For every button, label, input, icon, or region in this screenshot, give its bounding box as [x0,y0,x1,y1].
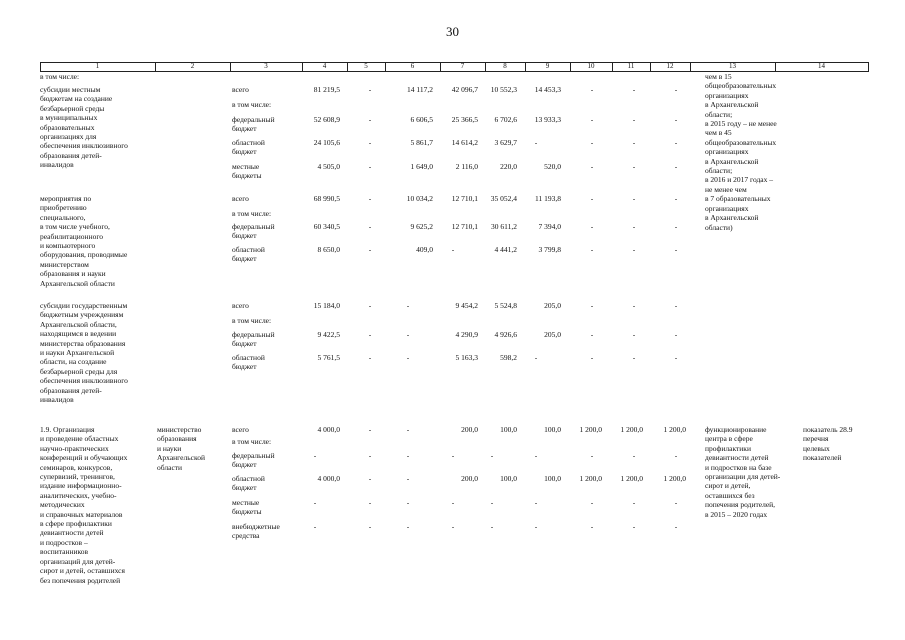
cell-c8: 10 552,3 [490,85,517,94]
header-divider [868,62,869,72]
cell-c11: - [632,522,636,531]
cell-c8: 5 524,8 [494,301,517,310]
cell-c7: 2 116,0 [455,162,478,171]
cell-c10: - [590,498,594,507]
funding-source: областной бюджет [232,474,265,493]
header-col-1: 1 [95,62,100,70]
cell-c12: - [674,222,678,231]
cell-c8: - [490,498,494,507]
block4-indicator: показатель 28.9 перечня целевых показателей [803,425,853,463]
block4-result: функционирование центра в сфере профилактики девиантности детей и подростков на базе организации для детей- сирот и детей, оставшихся без попечения родителей, в 2015 – 2020 годах [705,425,781,519]
header-col-13: 13 [729,62,736,70]
funding-source: в том числе: [232,100,272,109]
cell-c11: - [632,330,636,339]
funding-source: внебюджетные средства [232,522,280,541]
cell-c10: - [590,194,594,203]
funding-source: всего [232,301,249,310]
cell-c9: 14 453,3 [534,85,561,94]
cell-c12: - [674,522,678,531]
cell-c12: - [674,115,678,124]
cell-c7: - [451,498,455,507]
cell-c6: - [406,474,410,483]
cell-c11: - [632,138,636,147]
cell-c9: 7 394,0 [538,222,561,231]
cell-c8: 6 702,6 [494,115,517,124]
cell-c6: - [406,451,410,460]
cell-c4: 8 650,0 [317,245,340,254]
header-col-4: 4 [322,62,327,70]
cell-c7: 200,0 [461,425,478,434]
cell-c6: - [406,498,410,507]
block4-name: 1.9. Организация и проведение областных научно-практических конференций и обучающих семинаров, конкурсов, супервизий, тренингов, издание информационно- аналитических, учебно- методических и справочных материалов в сфере профилактики девиантности детей и подростков – воспитанников организаций для детей- сирот и детей, оставшихся без попечения родителей [40,425,128,585]
cell-c5: - [368,245,372,254]
cell-c9: 520,0 [544,162,561,171]
cell-c11: - [632,222,636,231]
cell-c7: 12 710,1 [451,222,478,231]
cell-c4: 4 000,0 [317,474,340,483]
cell-c8: 100,0 [500,425,517,434]
cell-c4: 15 184,0 [313,301,340,310]
header-col-9: 9 [545,62,550,70]
cell-c12: - [674,301,678,310]
cell-c9: 3 799,8 [538,245,561,254]
funding-source: федеральный бюджет [232,222,275,241]
header-col-8: 8 [503,62,507,70]
header-col-14: 14 [818,62,825,70]
cell-c5: - [368,474,372,483]
cell-c4: 81 219,5 [313,85,340,94]
cell-c11: - [632,115,636,124]
cell-c7: - [451,245,455,254]
cell-c5: - [368,138,372,147]
cell-c6: 14 117,2 [407,85,433,94]
cell-c9: - [534,451,538,460]
funding-source: в том числе: [232,209,272,218]
cell-c7: 200,0 [461,474,478,483]
funding-source: в том числе: [232,437,272,446]
cell-c12: - [674,85,678,94]
funding-source: областной бюджет [232,353,265,372]
cell-c10: - [590,330,594,339]
cell-c6: - [406,425,410,434]
cell-c5: - [368,194,372,203]
cell-c11: 1 200,0 [620,425,643,434]
cell-c5: - [368,498,372,507]
block3-name: субсидии государственным бюджетным учреждениям Архангельской области, находящимся в ведении министерства образования и науки Архангельской области, на создание безбарьерной среды для обеспечения инклюзивного образования детей- инвалидов [40,301,128,405]
cell-c12: - [674,330,678,339]
funding-source: областной бюджет [232,138,265,157]
cell-c6: - [406,330,410,339]
cell-c10: - [590,522,594,531]
cell-c9: 11 193,8 [535,194,561,203]
cell-c12: - [674,194,678,203]
cell-c9: 100,0 [544,474,561,483]
row-label: в том числе: [40,72,80,81]
cell-c7: - [451,451,455,460]
cell-c6: 6 606,5 [410,115,433,124]
cell-c11: - [632,451,636,460]
cell-c11: - [632,245,636,254]
cell-c4: - [313,451,317,460]
cell-c6: 9 625,2 [410,222,433,231]
cell-c9: - [534,522,538,531]
cell-c10: 1 200,0 [579,474,602,483]
cell-c7: 14 614,2 [451,138,478,147]
cell-c4: 4 000,0 [317,425,340,434]
cell-c10: - [590,301,594,310]
page-number: 30 [446,24,459,39]
header-col-11: 11 [627,62,635,70]
col13-result-text: чем в 15 общеобразовательных организациях в Архангельской области; в 2015 году – не менее чем в 45 общеобразовательных организациях в Архангельской области; в 2016 и 2017 годах – не менее чем в 7 образовательных организациях в Архангельской области) [705,72,777,232]
cell-c6: 10 034,2 [406,194,433,203]
funding-source: федеральный бюджет [232,330,275,349]
cell-c8: - [490,451,494,460]
cell-c10: - [590,162,594,171]
funding-source: областной бюджет [232,245,265,264]
cell-c6: 409,0 [416,245,433,254]
cell-c11: - [632,498,636,507]
cell-c10: - [590,451,594,460]
funding-source: местные бюджеты [232,498,262,517]
header-col-2: 2 [190,62,195,70]
cell-c12: 1 200,0 [663,474,686,483]
cell-c6: - [406,522,410,531]
header-col-12: 12 [666,62,674,70]
header-col-5: 5 [364,62,368,70]
cell-c4: 4 505,0 [317,162,340,171]
cell-c7: - [451,522,455,531]
cell-c11: 1 200,0 [620,474,643,483]
cell-c9: - [534,138,538,147]
cell-c8: 598,2 [500,353,517,362]
cell-c10: 1 200,0 [579,425,602,434]
cell-c9: 205,0 [544,330,561,339]
cell-c10: - [590,85,594,94]
cell-c5: - [368,330,372,339]
block1-name: субсидии местным бюджетам на создание безбарьерной среды в муниципальных образовательных организациях для обеспечения инклюзивного образования детей- инвалидов [40,85,128,170]
header-col-7: 7 [460,62,465,70]
funding-source: местные бюджеты [232,162,262,181]
cell-c9: 13 933,3 [534,115,561,124]
block2-name: мероприятия по приобретению специального, в том числе учебного, реабилитационного и компьютерного оборудования, проводимые министерством образования и науки Архангельской области [40,194,128,288]
funding-source: федеральный бюджет [232,115,275,134]
cell-c4: 60 340,5 [313,222,340,231]
cell-c8: 30 611,2 [491,222,517,231]
cell-c7: 9 454,2 [455,301,478,310]
funding-source: всего [232,194,249,203]
cell-c5: - [368,115,372,124]
cell-c12: 1 200,0 [663,425,686,434]
cell-c12: - [674,353,678,362]
cell-c10: - [590,245,594,254]
cell-c8: 3 629,7 [494,138,517,147]
cell-c8: 220,0 [500,162,517,171]
cell-c10: - [590,353,594,362]
cell-c4: 24 105,6 [313,138,340,147]
funding-source: всего [232,425,249,434]
cell-c9: - [534,353,538,362]
cell-c12: - [674,498,678,507]
cell-c9: 100,0 [544,425,561,434]
header-col-10: 10 [587,62,595,70]
cell-c5: - [368,162,372,171]
cell-c6: 5 861,7 [410,138,433,147]
cell-c5: - [368,425,372,434]
cell-c12: - [674,245,678,254]
cell-c6: - [406,301,410,310]
cell-c12: - [674,162,678,171]
cell-c12: - [674,451,678,460]
cell-c5: - [368,301,372,310]
funding-source: всего [232,85,249,94]
cell-c6: - [406,353,410,362]
block4-executor: министерство образования и науки Архангельской области [157,425,205,472]
cell-c11: - [632,162,636,171]
cell-c11: - [632,353,636,362]
cell-c4: 5 761,5 [317,353,340,362]
cell-c5: - [368,353,372,362]
cell-c11: - [632,85,636,94]
cell-c8: 100,0 [500,474,517,483]
cell-c10: - [590,115,594,124]
header-col-6: 6 [410,62,415,70]
cell-c12: - [674,138,678,147]
cell-c9: 205,0 [544,301,561,310]
header-col-3: 3 [264,62,268,70]
cell-c5: - [368,85,372,94]
cell-c10: - [590,138,594,147]
cell-c4: 68 990,5 [313,194,340,203]
cell-c8: - [490,522,494,531]
cell-c4: - [313,498,317,507]
cell-c8: 35 052,4 [490,194,517,203]
cell-c9: - [534,498,538,507]
cell-c5: - [368,222,372,231]
cell-c10: - [590,222,594,231]
cell-c4: 9 422,5 [317,330,340,339]
cell-c8: 4 441,2 [494,245,517,254]
cell-c7: 12 710,1 [451,194,478,203]
cell-c8: 4 926,6 [494,330,517,339]
cell-c4: - [313,522,317,531]
cell-c11: - [632,301,636,310]
cell-c7: 4 290,9 [455,330,478,339]
funding-source: в том числе: [232,316,272,325]
cell-c5: - [368,522,372,531]
cell-c5: - [368,451,372,460]
cell-c7: 42 096,7 [451,85,478,94]
funding-source: федеральный бюджет [232,451,275,470]
cell-c6: 1 649,0 [410,162,433,171]
cell-c4: 52 608,9 [313,115,340,124]
cell-c7: 5 163,3 [455,353,478,362]
cell-c7: 25 366,5 [451,115,478,124]
cell-c11: - [632,194,636,203]
